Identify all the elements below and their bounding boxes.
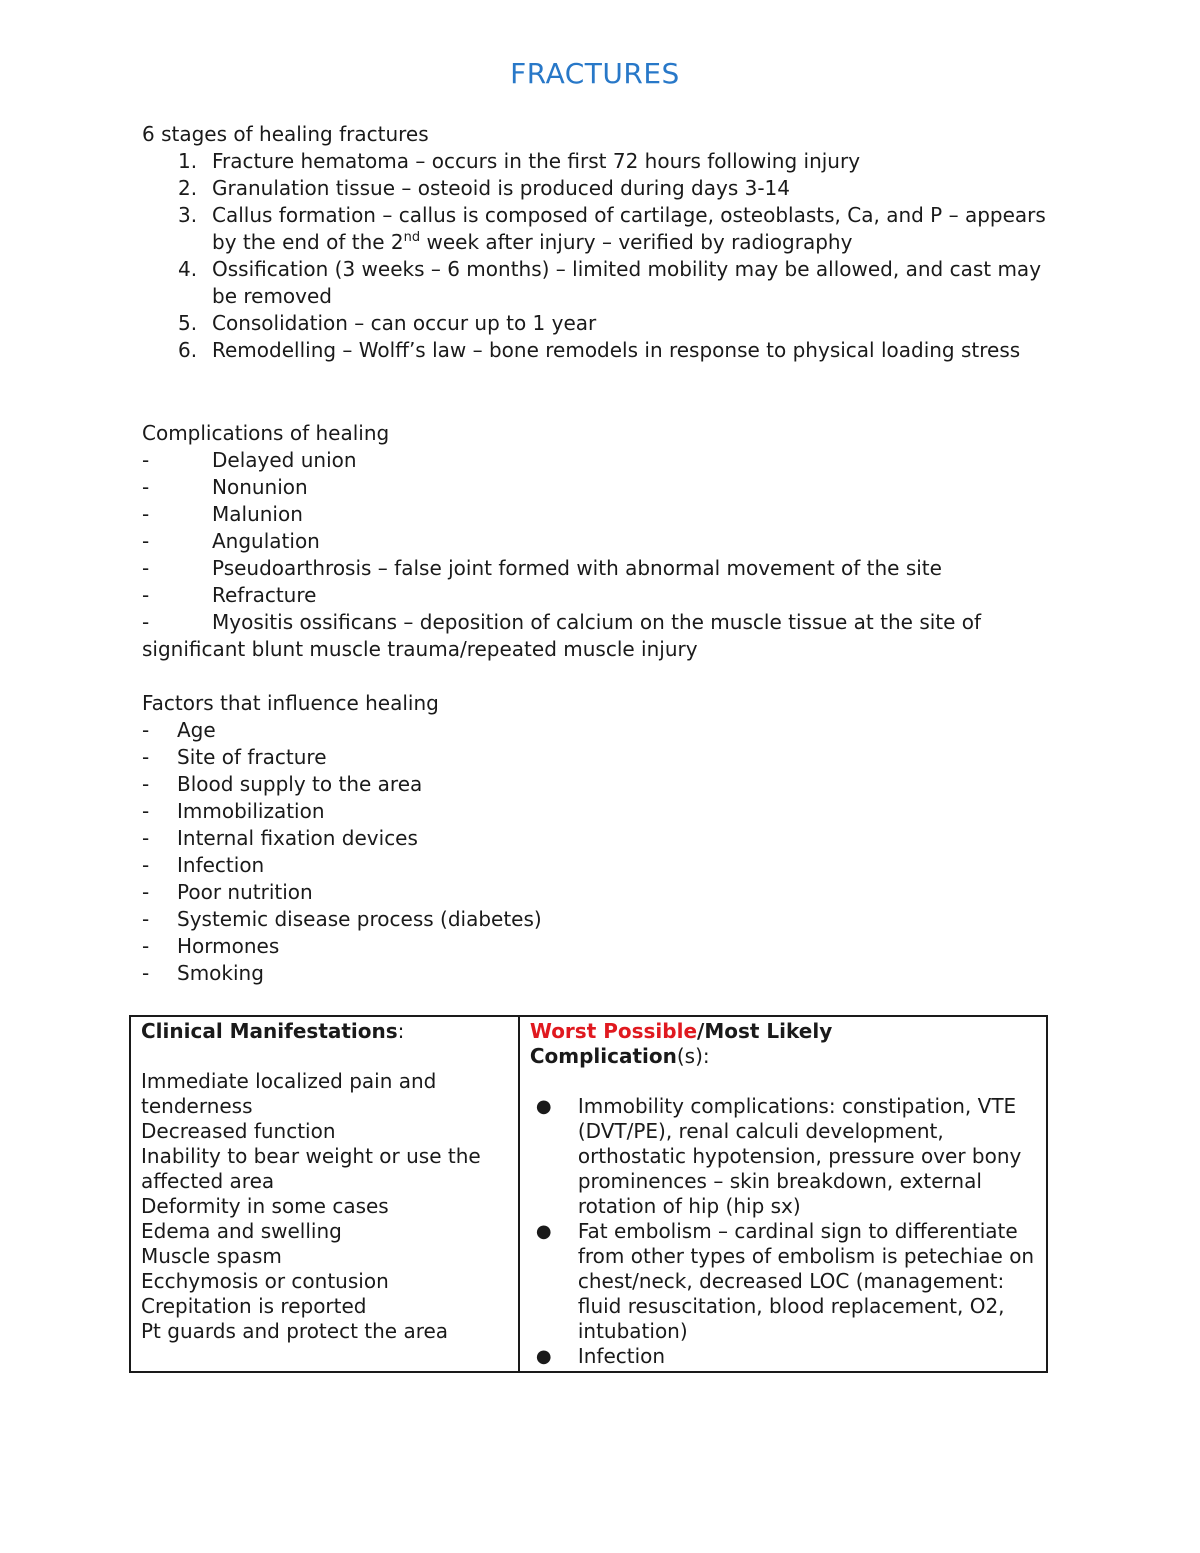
stage-item: [142, 175, 1072, 202]
stage-text: Fracture hematoma – occurs in the first 72 hours following injury: [212, 149, 861, 173]
factor-text: Hormones: [177, 934, 280, 958]
stage-item: [142, 310, 1072, 337]
manifestation-item: Pt guards and protect the area: [141, 1319, 449, 1343]
complication-suffix: (s):: [676, 1044, 710, 1068]
ordinal-superscript: nd: [403, 230, 421, 245]
complication-label: Complication: [529, 1044, 677, 1068]
stages-section: [142, 121, 1072, 364]
stage-text: Ossification (3 weeks – 6 months) – limited mobility may be allowed, and cast may be removed: [212, 257, 1042, 308]
dash-marker: -: [142, 934, 150, 958]
factor-text: Systemic disease process (diabetes): [177, 907, 542, 931]
factors-section: [142, 690, 1072, 987]
stage-number: 3.: [178, 203, 198, 227]
complications-list: [530, 1094, 1036, 1369]
manifestations-heading-suffix: :: [397, 1019, 405, 1043]
factor-text: Poor nutrition: [177, 880, 313, 904]
factor-item: [142, 906, 1072, 933]
manifestations-heading: [141, 1019, 508, 1044]
dash-marker: -: [142, 556, 150, 580]
stage-text: Granulation tissue – osteoid is produced during days 3-14: [212, 176, 790, 200]
stage-number: 6.: [178, 338, 198, 362]
factor-item: [142, 960, 1072, 987]
factors-heading: Factors that influence healing: [142, 691, 439, 715]
list-item: [530, 1219, 1036, 1344]
stage-text: Remodelling – Wolff’s law – bone remodels in response to physical loading stress: [212, 338, 1021, 362]
complications-heading: Complications of healing: [142, 421, 390, 445]
complications-heading-line1: [530, 1019, 1036, 1044]
dash-marker: -: [142, 772, 150, 796]
complication-bullet-text: Fat embolism – cardinal sign to differentiate from other types of embolism is petechiae on chest/neck, decreased LOC (management: fluid resuscitation, blood replacement, O2, intubation): [577, 1219, 1035, 1343]
factor-text: Smoking: [177, 961, 264, 985]
dash-marker: -: [142, 826, 150, 850]
factor-item: [142, 798, 1072, 825]
bullet-icon: ●: [535, 1221, 552, 1242]
stage-text-part: Callus formation – callus is composed of cartilage, osteoblasts, Ca, and P – appears by the end of the 2: [212, 203, 1046, 254]
stage-text: Consolidation – can occur up to 1 year: [212, 311, 597, 335]
complication-continuation: significant blunt muscle trauma/repeated muscle injury: [142, 637, 698, 661]
manifestations-cell: [130, 1016, 519, 1372]
complication-item: [142, 447, 1072, 474]
complication-item: [142, 501, 1072, 528]
manifestations-heading-text: Clinical Manifestations: [141, 1019, 398, 1043]
stage-number: 2.: [178, 176, 198, 200]
stage-number: 1.: [178, 149, 198, 173]
factor-text: Age: [177, 718, 216, 742]
stages-heading: 6 stages of healing fractures: [142, 122, 429, 146]
stage-number: 4.: [178, 257, 198, 281]
factor-text: Site of fracture: [177, 745, 327, 769]
complication-text: Angulation: [212, 529, 320, 553]
dash-marker: -: [142, 583, 150, 607]
dash-marker: -: [142, 610, 150, 634]
manifestation-item: Immediate localized pain and tenderness: [141, 1069, 437, 1118]
page-title: FRACTURES: [510, 57, 680, 90]
factor-text: Internal fixation devices: [177, 826, 418, 850]
stage-item: [142, 148, 1072, 175]
complication-text: Nonunion: [212, 475, 308, 499]
dash-marker: -: [142, 799, 150, 823]
bullet-icon: ●: [535, 1346, 552, 1367]
complication-bullet-text: Infection: [577, 1344, 666, 1368]
factor-item: [142, 771, 1072, 798]
manifestation-item: Inability to bear weight or use the affected area: [141, 1144, 481, 1193]
dash-marker: -: [142, 448, 150, 472]
manifestation-item: Edema and swelling: [141, 1219, 342, 1243]
dash-marker: -: [142, 907, 150, 931]
factor-item: [142, 933, 1072, 960]
factor-text: Infection: [177, 853, 265, 877]
complications-section: [142, 420, 1072, 663]
complication-text: Pseudoarthrosis – false joint formed with abnormal movement of the site: [212, 556, 942, 580]
factor-text: Blood supply to the area: [177, 772, 423, 796]
complication-text: Refracture: [212, 583, 317, 607]
manifestations-table: [129, 1015, 1048, 1373]
manifestation-item: Deformity in some cases: [141, 1194, 389, 1218]
dash-marker: -: [142, 745, 150, 769]
factor-item: [142, 825, 1072, 852]
table-row: [130, 1016, 1047, 1372]
complication-item: [142, 609, 1072, 636]
stage-item: [142, 256, 1072, 310]
factor-item: [142, 717, 1072, 744]
complication-item: [142, 528, 1072, 555]
dash-marker: -: [142, 529, 150, 553]
stage-text: [212, 202, 1072, 256]
factor-item: [142, 852, 1072, 879]
complication-item: [142, 555, 1072, 582]
worst-possible-label: Worst Possible: [529, 1019, 698, 1043]
dash-marker: -: [142, 961, 150, 985]
complication-text: Delayed union: [212, 448, 357, 472]
bullet-icon: ●: [535, 1096, 552, 1117]
complication-bullet-text: Immobility complications: constipation, VTE (DVT/PE), renal calculi development, orthostatic hypotension, pressure over bony prominences – skin breakdown, external rotation of hip (hip sx): [577, 1094, 1022, 1218]
complication-text: Malunion: [212, 502, 303, 526]
manifestation-item: Crepitation is reported: [141, 1294, 367, 1318]
dash-marker: -: [142, 502, 150, 526]
dash-marker: -: [142, 475, 150, 499]
complications-heading-line2: [530, 1044, 1036, 1069]
complication-text: Myositis ossificans – deposition of calcium on the muscle tissue at the site of: [212, 610, 982, 634]
dash-marker: -: [142, 853, 150, 877]
factor-text: Immobilization: [177, 799, 325, 823]
manifestation-item: Muscle spasm: [141, 1244, 282, 1268]
complication-item: [142, 474, 1072, 501]
manifestation-item: Ecchymosis or contusion: [141, 1269, 389, 1293]
factor-item: [142, 744, 1072, 771]
stage-text-part: week after injury – verified by radiography: [420, 230, 853, 254]
dash-marker: -: [142, 718, 150, 742]
stage-item: [142, 337, 1072, 364]
dash-marker: -: [142, 880, 150, 904]
factor-item: [142, 879, 1072, 906]
stage-number: 5.: [178, 311, 198, 335]
most-likely-label: /Most Likely: [697, 1019, 833, 1043]
complications-cell: [519, 1016, 1047, 1372]
list-item: [530, 1094, 1036, 1219]
complication-item: [142, 582, 1072, 609]
stage-item: [142, 202, 1072, 256]
list-item: [530, 1344, 1036, 1369]
manifestation-item: Decreased function: [141, 1119, 336, 1143]
